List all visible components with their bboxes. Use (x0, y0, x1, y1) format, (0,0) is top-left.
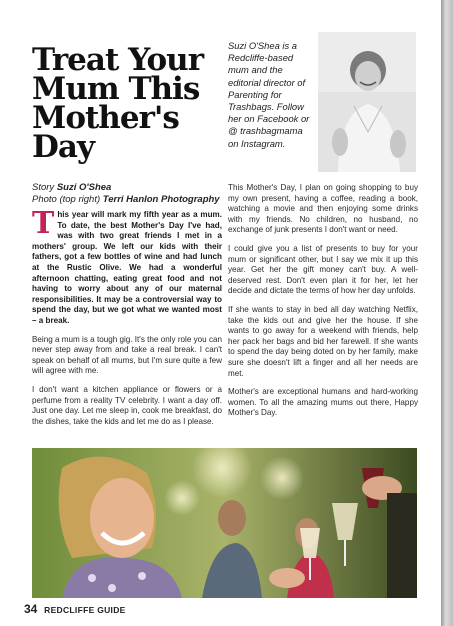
body-paragraph: If she wants to stay in bed all day watching Netflix, take the kids out and give her the house. If she wants to go away for a weekend with friends, help her pack her bags and bid her farewell. If she wants to spend the day being doted on by her family, make sure she doesn't lift a finger and all her needs are met. (228, 304, 418, 378)
body-paragraph: Being a mum is a tough gig. It's the only role you can never step away from and take a real break. I can't speak on behalf of all mums, but I'm sure quite a few will agree with me. (32, 334, 222, 376)
page-edge (441, 0, 453, 626)
article-column-right (228, 183, 418, 427)
feature-photo (32, 448, 417, 598)
lead-paragraph: This year will mark my fifth year as a mum. To date, the best Mother's Day I've had, was with two great friends I met in a mothers' group. We left our kids with their fathers, got a few bottles of wine and had lunch at the Rustic Olive. We had a wonderful afternoon chatting, eating great food and not having to worry about any of our maternal responsibilities. It may be a controversial way to spend the day, but we got what we wanted most – a break. (32, 206, 222, 325)
body-paragraph: I could give you a list of presents to buy for your mum or significant other, but I say we mix it up this year. Get her the gift money can't buy. A well-deserved rest. Don't even plan it for her, let her decide and dictate the terms of how her day unfolds. (228, 243, 418, 296)
publication-name: REDCLIFFE GUIDE (44, 605, 126, 615)
article-credits (32, 182, 222, 206)
photographer: Terri Hanlon Photography (102, 194, 220, 205)
body-paragraph: Mother's are exceptional humans and hard-working women. To all the amazing mums out there, Happy Mother's Day. (228, 387, 418, 418)
article-column-left (32, 206, 222, 435)
celebration-photo-icon (32, 448, 417, 598)
story-author: Suzi O'Shea (56, 182, 112, 193)
body-paragraph: I don't want a kitchen appliance or flowers or a perfume from a reality TV celebrity. I want a day off. Just one day. Let me sleep in, cook me breakfast, do the dishes, take the kids and let me do as I please. (32, 384, 222, 426)
portrait-photo-icon (318, 32, 416, 172)
body-paragraph: This Mother's Day, I plan on going shopping to buy my own present, having a coffee, reading a book, watching a movie and then enjoying some drinks with my friends. No children, no husband, no exchange of junk presents I don't want or need. (228, 183, 418, 235)
story-credit: Story Suzi O'Shea (32, 182, 112, 193)
article-title: Treat Your Mum This Mother's Day (32, 42, 204, 165)
author-bio: Suzi O'Shea is a Redcliffe-based mum and the editorial director of Parenting for Trashbags. Follow her on Facebook or @ trashbagmama on Instagram. (228, 40, 310, 149)
page-footer (24, 602, 126, 616)
photo-credit: Photo (top right) Terri Hanlon Photography (32, 194, 220, 205)
page-number: 34 (24, 602, 38, 616)
drop-cap: T (32, 206, 55, 241)
author-portrait (318, 32, 416, 172)
